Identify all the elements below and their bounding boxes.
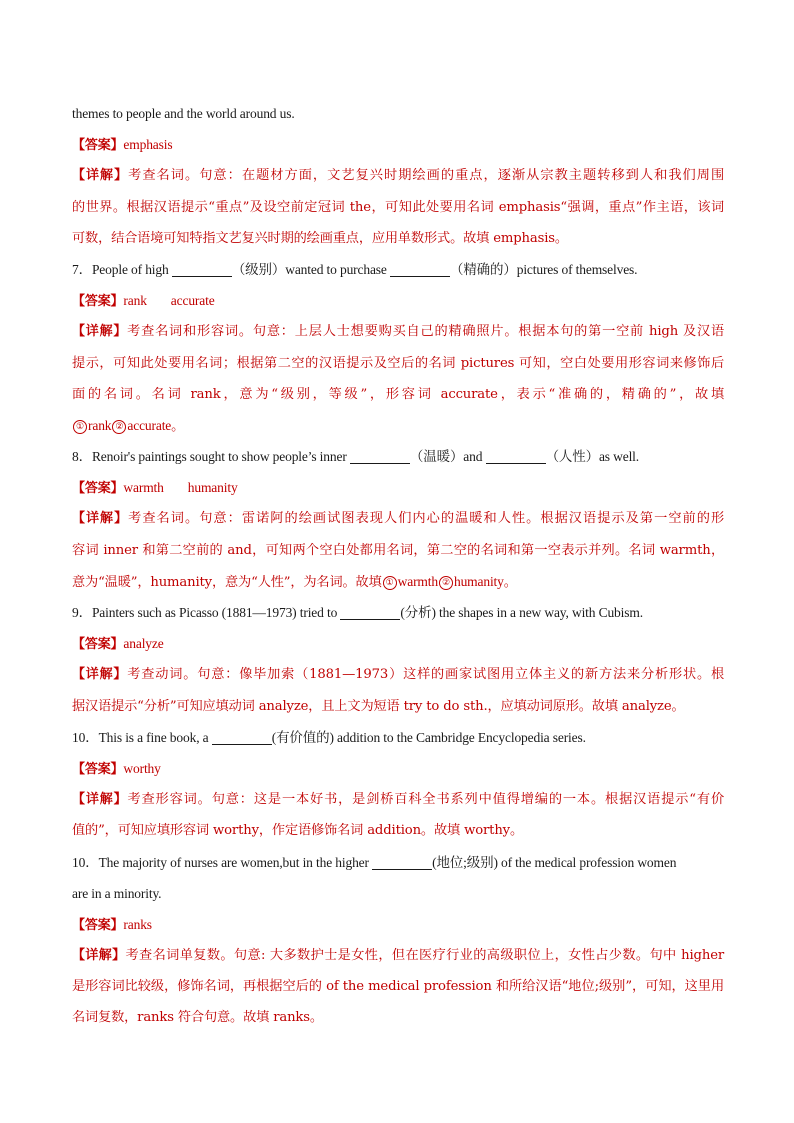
explanation-line	[72, 566, 724, 597]
question-text: This is a fine book, a	[98, 729, 212, 745]
explanation-line	[72, 379, 724, 410]
question-text: （温暖）and	[409, 449, 486, 465]
question-text: (地位;级别) of the medical profession women	[432, 854, 677, 870]
answer-line	[72, 129, 724, 160]
answer-line	[72, 472, 724, 503]
answer-line	[72, 753, 724, 784]
answer-value-2: accurate	[170, 293, 215, 309]
explanation-line	[72, 503, 724, 534]
explanation-tag: 【详解】	[72, 324, 128, 340]
answer-value: emphasis	[123, 137, 173, 153]
answer-word: accurate	[127, 417, 172, 433]
explanation-text: 值的”，可知应填形容词 worthy，作定语修饰名词 addition。故填 worthy。	[72, 823, 524, 839]
explanation-line	[72, 815, 724, 846]
circled-number: ①	[73, 420, 87, 434]
explanation-line	[72, 410, 724, 441]
explanation-text: 考查名词。句意：在题材方面，文艺复兴时期绘画的重点，逐渐从宗教主题转移到人和我们周围	[128, 168, 724, 184]
explanation-line	[72, 784, 724, 815]
explanation-text: 是形容词比较级，修饰名词，再根据空后的 of the medical profession 和所给汉语“地位;级别”，可知，这里用	[72, 979, 724, 995]
explanation-text: 面的名词。名词 rank，意为“级别，等级”，形容词 accurate，表示“准确的，精确的”，故填	[72, 386, 724, 402]
answer-value-2: humanity	[187, 480, 238, 496]
answer-blank	[350, 449, 410, 464]
answer-blank	[340, 605, 400, 620]
explanation-tag: 【详解】	[72, 792, 128, 808]
text-line	[72, 878, 724, 909]
explanation-tag: 【详解】	[72, 511, 129, 527]
question-text: (分析) the shapes in a new way, with Cubism.	[400, 605, 643, 620]
circled-number: ①	[383, 576, 397, 590]
explanation-text: 容词 inner 和第二空前的 and，可知两个空白处都用名词，第二空的名词和第一空表示并列。名词 warmth，	[72, 542, 724, 558]
explanation-line	[72, 1002, 724, 1033]
explanation-text: 的世界。根据汉语提示“重点”及设空前定冠词 the，可知此处要用名词 emphasis“强调，重点”作主语，该词	[72, 199, 724, 215]
answer-blank	[486, 449, 546, 464]
answer-value: analyze	[123, 636, 164, 652]
answer-blank	[172, 262, 232, 277]
answer-tag: 【答案】	[72, 294, 124, 310]
explanation-text: 据汉语提示“分析”可知应填动词 analyze，且上文为短语 try to do sth.，应填动词原形。故填 analyze。	[72, 698, 685, 714]
question-10	[72, 722, 724, 753]
question-text: are in a minority.	[72, 885, 162, 901]
answer-value: ranks	[123, 916, 152, 932]
question-10b	[72, 847, 724, 878]
answer-blank	[390, 262, 450, 277]
explanation-line	[72, 316, 724, 347]
answer-value: warmth	[123, 480, 164, 496]
question-number: 8．	[72, 449, 92, 465]
explanation-line	[72, 691, 724, 722]
explanation-text: 考查名词。句意：雷诺阿的绘画试图表现人们内心的温暖和人性。根据汉语提示及第一空前的形	[128, 511, 724, 527]
text-line	[72, 98, 724, 129]
explanation-line	[72, 535, 724, 566]
question-text: （级别）wanted to purchase	[231, 261, 390, 277]
explanation-line	[72, 223, 724, 254]
answer-tag: 【答案】	[72, 138, 124, 154]
question-text: Renoir's paintings sought to show people’s inner	[91, 449, 350, 465]
document-page	[72, 98, 724, 1034]
explanation-line	[72, 348, 724, 379]
answer-blank	[372, 855, 432, 870]
question-number: 9．	[72, 605, 92, 620]
explanation-text: 考查动词。句意：像毕加索（1881—1973）这样的画家试图用立体主义的新方法来分析形状。根	[127, 667, 724, 683]
answer-word: humanity	[453, 573, 504, 589]
punctuation: 。	[503, 574, 517, 590]
question-text: People of high	[91, 261, 172, 277]
answer-blank	[212, 730, 272, 745]
explanation-line	[72, 192, 724, 223]
explanation-text: 意为“温暖”，humanity，意为“人性”，为名词。故填	[72, 574, 382, 590]
answer-tag: 【答案】	[72, 761, 124, 777]
answer-word: warmth	[397, 573, 438, 589]
explanation-text: 可数，结合语境可知特指文艺复兴时期的绘画重点，应用单数形式。故填 emphasis。	[72, 230, 568, 246]
question-9	[72, 597, 724, 628]
explanation-line	[72, 940, 724, 971]
text-span: themes to people and the world around us.	[72, 106, 295, 121]
answer-line	[72, 285, 724, 316]
explanation-text: 考查名词单复数。句意: 大多数护士是女性，但在医疗行业的高级职位上，女性占少数。句中 higher	[125, 948, 724, 964]
explanation-tag: 【详解】	[72, 948, 126, 964]
question-number: 7．	[72, 261, 92, 277]
explanation-text: 考查形容词。句意：这是一本好书，是剑桥百科全书系列中值得增编的一本。根据汉语提示“有价	[127, 792, 724, 808]
explanation-text: 名词复数，ranks 符合句意。故填 ranks。	[72, 1010, 323, 1026]
question-text: （人性）as well.	[545, 449, 640, 465]
punctuation: 。	[171, 418, 185, 434]
answer-tag: 【答案】	[72, 481, 124, 497]
question-text: （精确的）pictures of themselves.	[449, 261, 638, 277]
question-8	[72, 441, 724, 472]
answer-value: rank	[123, 293, 147, 309]
explanation-tag: 【详解】	[72, 168, 129, 184]
answer-line	[72, 909, 724, 940]
answer-tag: 【答案】	[72, 637, 124, 653]
explanation-tag: 【详解】	[72, 667, 128, 683]
question-7	[72, 254, 724, 285]
explanation-line	[72, 160, 724, 191]
question-number: 10．	[72, 729, 99, 745]
explanation-line	[72, 659, 724, 690]
answer-tag: 【答案】	[72, 917, 124, 933]
question-text: (有价值的) addition to the Cambridge Encyclopedia series.	[271, 729, 586, 745]
question-text: Painters such as Picasso (1881—1973) tried to	[91, 605, 341, 620]
explanation-text: 提示，可知此处要用名词；根据第二空的汉语提示及空后的名词 pictures 可知，空白处要用形容词来修饰后	[72, 355, 724, 371]
circled-number: ②	[439, 576, 453, 590]
question-number: 10．	[72, 854, 99, 870]
question-text: The majority of nurses are women,but in the higher	[98, 854, 373, 870]
answer-value: worthy	[123, 760, 161, 776]
explanation-text: 考查名词和形容词。句意：上层人士想要购买自己的精确照片。根据本句的第一空前 high 及汉语	[127, 324, 724, 340]
explanation-line	[72, 971, 724, 1002]
answer-line	[72, 628, 724, 659]
answer-word: rank	[88, 417, 112, 433]
circled-number: ②	[112, 420, 126, 434]
